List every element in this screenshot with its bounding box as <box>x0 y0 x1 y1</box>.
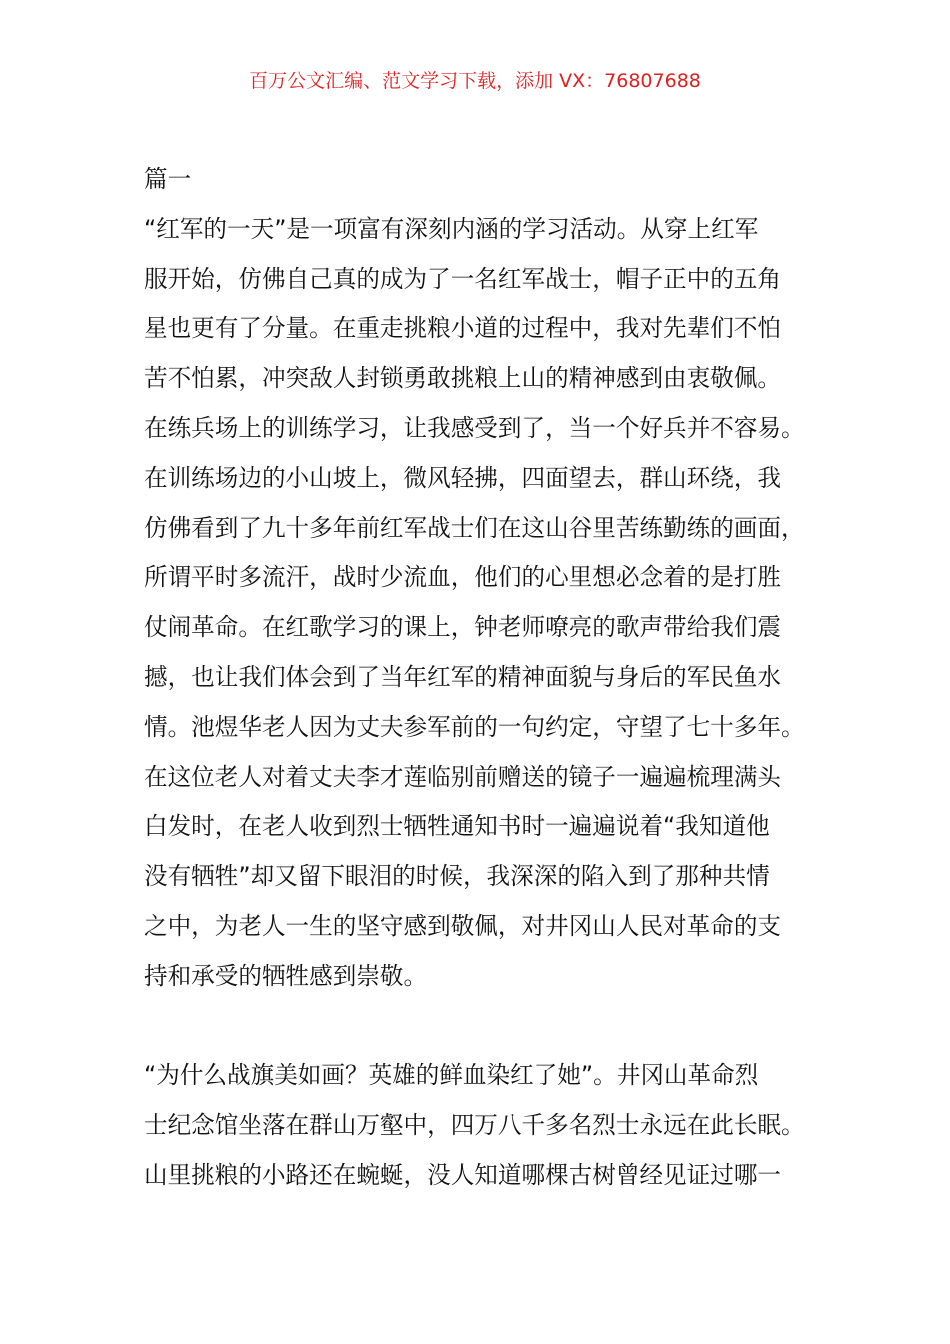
document-body <box>144 155 824 1201</box>
text-line: 在这位老人对着丈夫李才莲临别前赠送的镜子一遍遍梳理满头 <box>144 762 782 791</box>
text-line: 士纪念馆坐落在群山万壑中，四万八千多名烈士永远在此长眠。 <box>144 1111 805 1140</box>
text-line: “红军的一天”是一项富有深刻内涵的学习活动。从穿上红军 <box>144 214 759 243</box>
text-line: 服开始，仿佛自己真的成为了一名红军战士，帽子正中的五角 <box>144 264 782 293</box>
text-line: 在训练场边的小山坡上，微风轻拂，四面望去，群山环绕，我 <box>144 463 782 492</box>
text-line: 所谓平时多流汗，战时少流血，他们的心里想必念着的是打胜 <box>144 563 782 592</box>
paragraph-1 <box>144 205 824 1002</box>
text-line: 仿佛看到了九十多年前红军战士们在这山谷里苦练勤练的画面， <box>144 513 805 542</box>
section-title: 篇一 <box>144 165 192 193</box>
text-line: 仗闹革命。在红歌学习的课上，钟老师嘹亮的歌声带给我们震 <box>144 613 782 642</box>
text-line: 情。池煜华老人因为丈夫参军前的一句约定，守望了七十多年。 <box>144 712 805 741</box>
text-line: “为什么战旗美如画？英雄的鲜血染红了她”。井冈山革命烈 <box>144 1061 759 1090</box>
text-line: 山里挑粮的小路还在蜿蜒，没人知道哪棵古树曾经见证过哪一 <box>144 1160 782 1189</box>
text-line: 持和承受的牺牲感到崇敬。 <box>144 961 428 990</box>
paragraph-gap <box>144 1002 824 1052</box>
text-line: 之中，为老人一生的坚守感到敬佩，对井冈山人民对革命的支 <box>144 911 782 940</box>
text-line: 白发时，在老人收到烈士牺牲通知书时一遍遍说着“我知道他 <box>144 812 770 841</box>
text-line: 撼，也让我们体会到了当年红军的精神面貌与身后的军民鱼水 <box>144 662 782 691</box>
text-line: 没有牺牲”却又留下眼泪的时候，我深深的陷入到了那种共情 <box>144 862 770 891</box>
header-banner: 百万公文汇编、范文学习下载，添加 VX：76807688 <box>249 70 701 92</box>
text-line: 在练兵场上的训练学习，让我感受到了，当一个好兵并不容易。 <box>144 413 805 442</box>
text-line: 苦不怕累，冲突敌人封锁勇敢挑粮上山的精神感到由衷敬佩。 <box>144 364 782 393</box>
text-line: 星也更有了分量。在重走挑粮小道的过程中，我对先辈们不怕 <box>144 314 782 343</box>
paragraph-2 <box>144 1051 824 1200</box>
